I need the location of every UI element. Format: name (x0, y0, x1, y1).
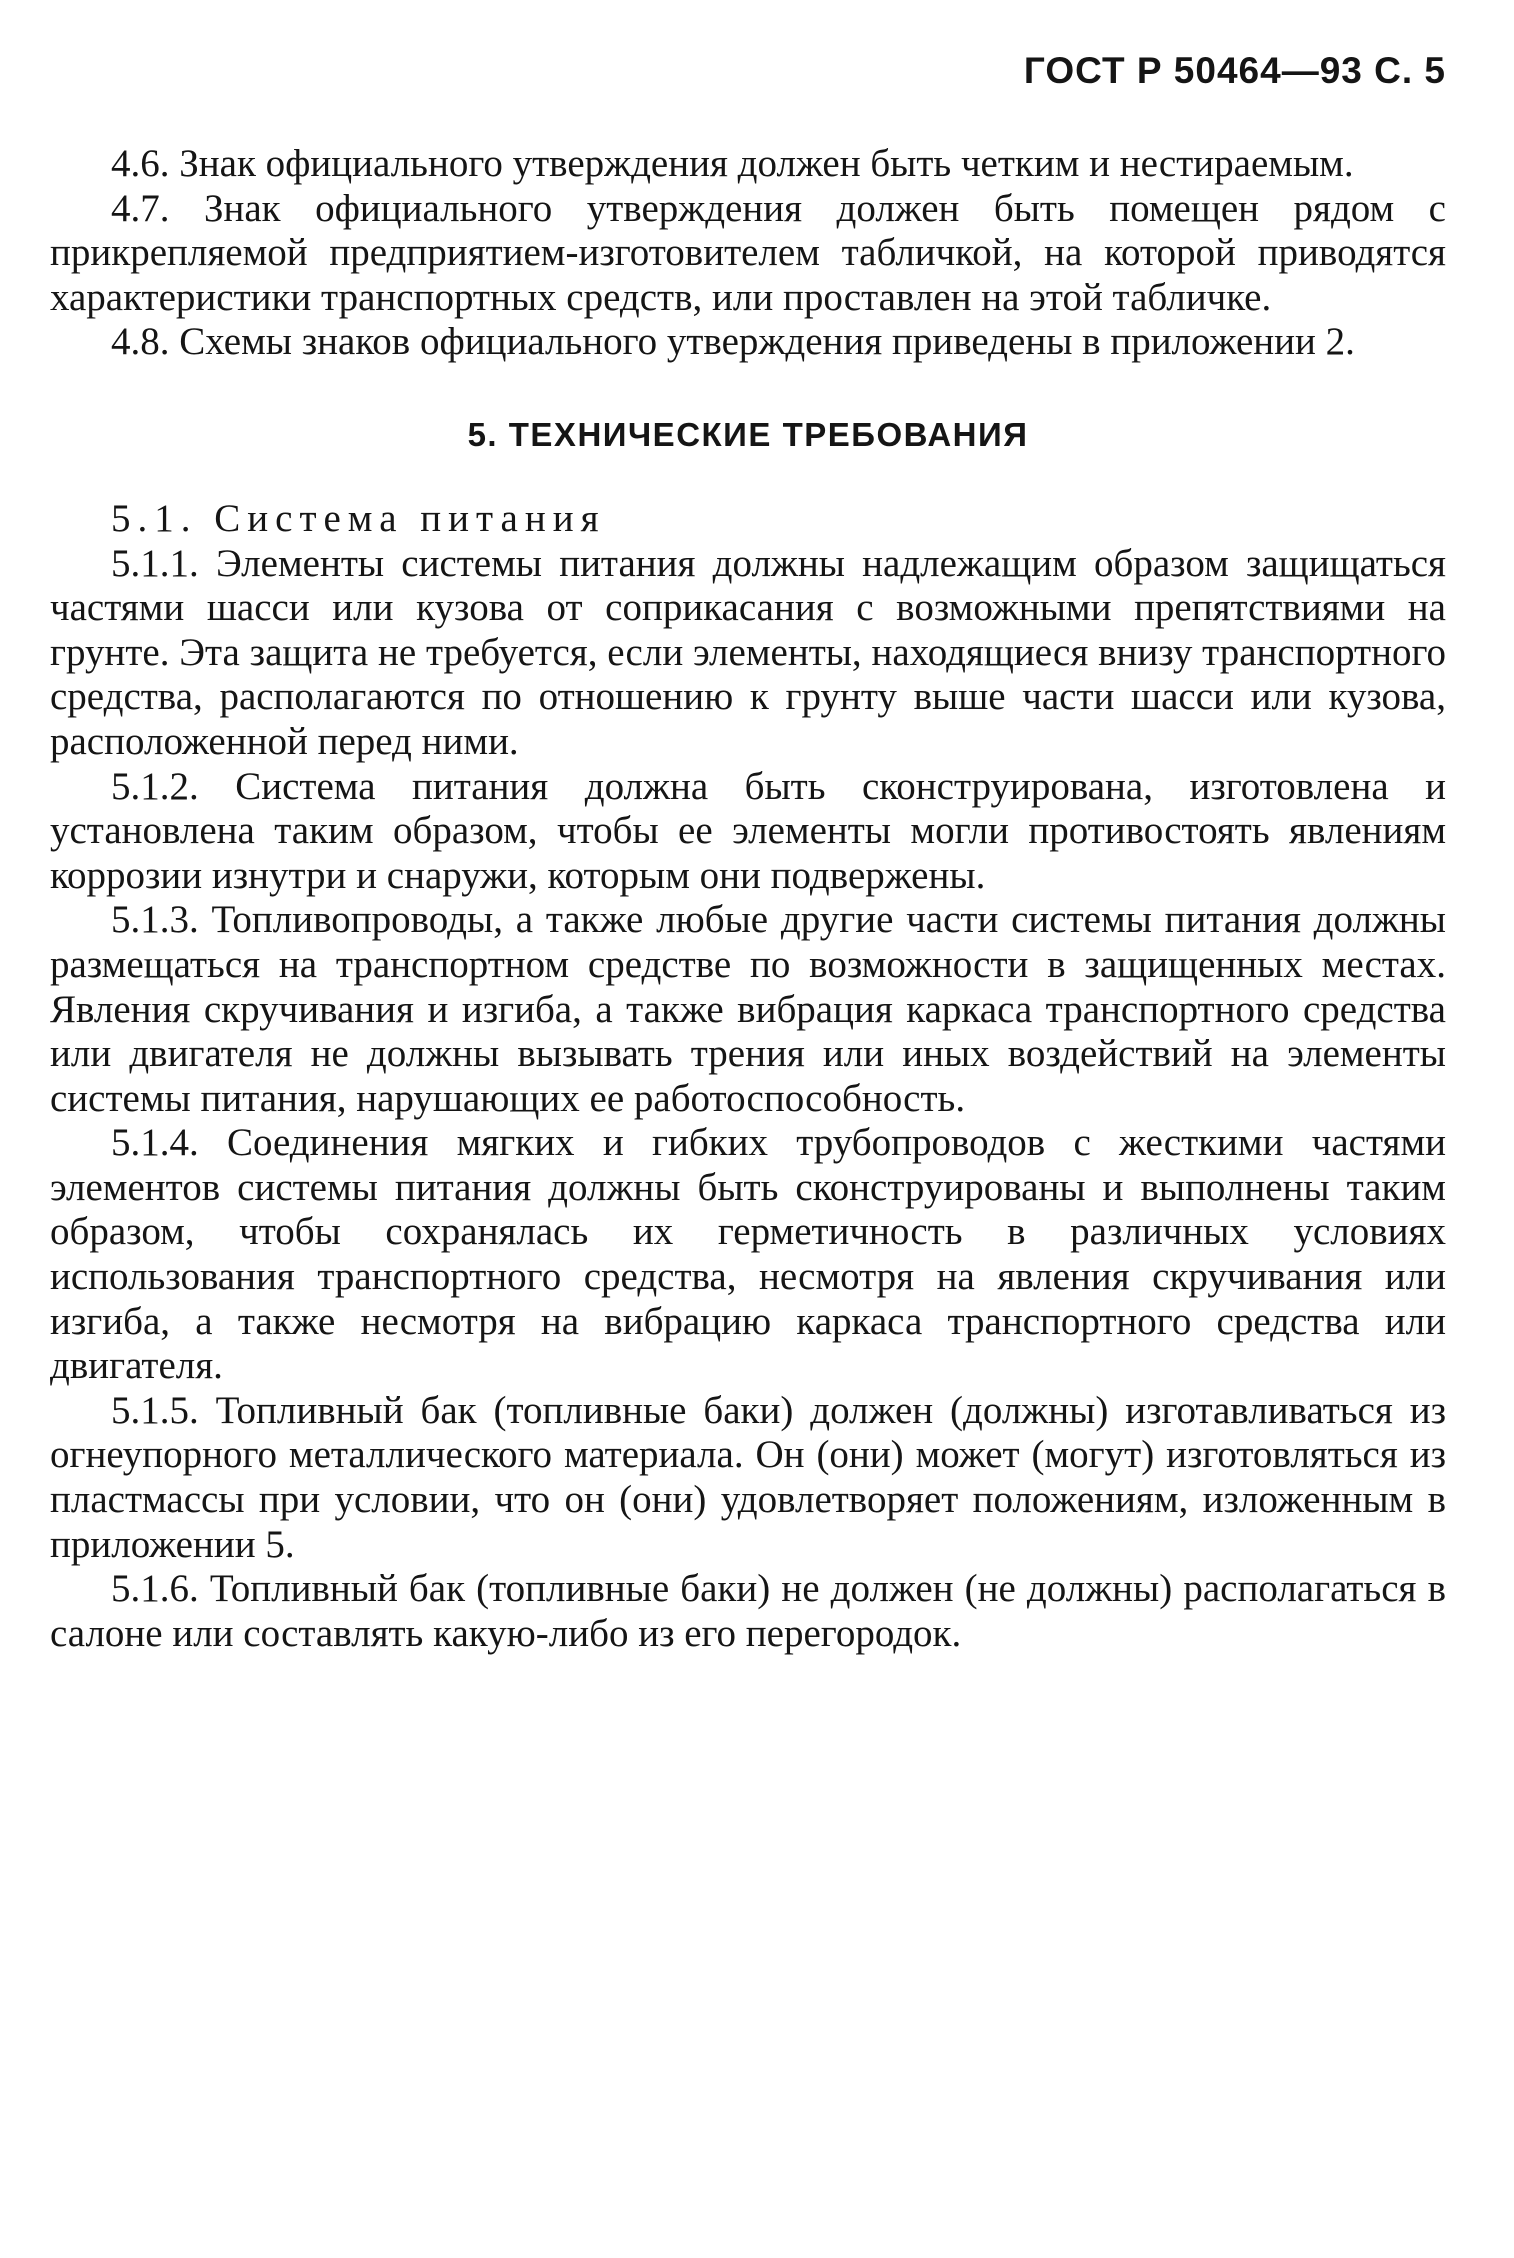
section-title: 5. ТЕХНИЧЕСКИЕ ТРЕБОВАНИЯ (467, 415, 1029, 453)
document-body (50, 142, 1446, 1656)
paragraph-4-8: 4.8. Схемы знаков официального утверждения приведены в приложении 2. (111, 320, 1355, 364)
paragraph-5-1-1: 5.1.1. Элементы системы питания должны надлежащим образом защищаться частями шасси или кузова от соприкасания с возможными препятствиями на грунте. Эта защита не требуется, если элементы, находящиеся внизу транспортного средства, располагаются по отношению к грунту выше части шасси или кузова, расположенной перед ними. (50, 541, 1446, 763)
paragraph-5-1-2: 5.1.2. Система питания должна быть сконструирована, изготовлена и установлена таким образом, чтобы ее элементы могли противостоять явлениям коррозии изнутри и снаружи, которым они подвержены. (50, 764, 1446, 897)
page-header: ГОСТ Р 50464—93 С. 5 (1023, 50, 1446, 91)
subsection-title: 5.1. Система питания (111, 496, 606, 540)
paragraph-5-1-3: 5.1.3. Топливопроводы, а также любые другие части системы питания должны размещаться на транспортном средстве по возможности в защищенных местах. Явления скручивания и изгиба, а также вибрация каркаса транспортного средства или двигателя не должны вызывать трения или иных воздействий на элементы системы питания, нарушающих ее работоспособность. (50, 898, 1446, 1120)
paragraph-5-1-6: 5.1.6. Топливный бак (топливные баки) не должен (не должны) располагаться в салоне или составлять какую-либо из его перегородок. (50, 1567, 1446, 1655)
paragraph-4-6: 4.6. Знак официального утверждения должен быть четким и нестираемым. (111, 142, 1354, 185)
paragraph-4-7: 4.7. Знак официального утверждения должен быть помещен рядом с прикрепляемой предприятием-изготовителем табличкой, на которой приводятся характеристики транспортных средств, или проставлен на этой табличке. (50, 186, 1446, 319)
paragraph-5-1-5: 5.1.5. Топливный бак (топливные баки) должен (должны) изготавливаться из огнеупорного металлического материала. Он (они) может (могут) изготовляться из пластмассы при условии, что он (они) удовлетворяет положениям, изложенным в приложении 5. (50, 1388, 1446, 1566)
paragraph-5-1-4: 5.1.4. Соединения мягких и гибких трубопроводов с жесткими частями элементов системы питания должны быть сконструированы и выполнены таким образом, чтобы сохранялась их герметичность в различных условиях использования транспортного средства, несмотря на явления скручивания или изгиба, а также несмотря на вибрацию каркаса транспортного средства или двигателя. (50, 1121, 1446, 1388)
